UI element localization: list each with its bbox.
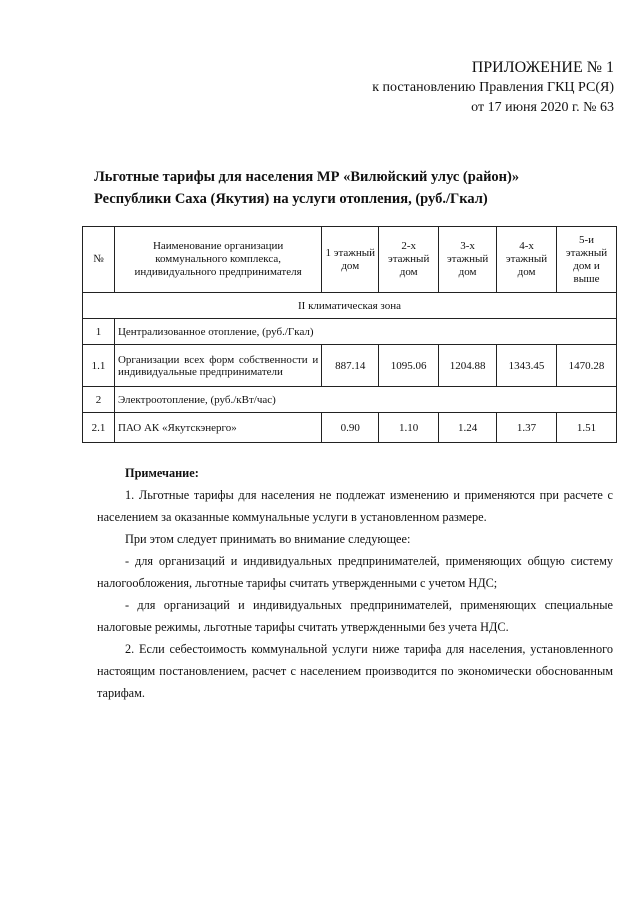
value-1-floor: 0.90 xyxy=(322,413,379,443)
appendix-line-1: к постановлению Правления ГКЦ РС(Я) xyxy=(372,80,614,95)
value-4-floor: 1343.45 xyxy=(497,345,557,387)
zone-row xyxy=(83,293,617,319)
climate-zone: II климатическая зона xyxy=(83,293,617,319)
section-row xyxy=(83,387,617,413)
appendix-header xyxy=(274,58,614,118)
value-1-floor: 887.14 xyxy=(322,345,379,387)
note-paragraph-4: - для организаций и индивидуальных предпринимателей, применяющих специальные налоговые режимы, льготные тарифы считать утвержденными без учета НДС. xyxy=(97,598,613,634)
note-paragraph-2: При этом следует принимать во внимание следующее: xyxy=(125,532,411,546)
value-5-floor: 1.51 xyxy=(557,413,617,443)
row-organization: ПАО АК «Якутскэнерго» xyxy=(114,413,321,443)
table-header-row xyxy=(83,227,617,293)
tariff-table xyxy=(82,226,617,443)
note-paragraph-3: - для организаций и индивидуальных предпринимателей, применяющих общую систему налогообложения, льготные тарифы считать утвержденными с учетом НДС; xyxy=(97,554,613,590)
row-organization: Организации всех форм собственности и индивидуальные предприниматели xyxy=(114,345,321,387)
document-title xyxy=(94,166,614,210)
row-no: 1.1 xyxy=(83,345,115,387)
value-3-floor: 1.24 xyxy=(439,413,497,443)
note-paragraph-5: 2. Если себестоимость коммунальной услуги ниже тарифа для населения, установленного настоящим постановлением, расчет с населением производится по экономически обоснованным тарифам. xyxy=(97,642,613,700)
notes-title: Примечание: xyxy=(125,466,199,480)
row-no: 2.1 xyxy=(83,413,115,443)
header-3-floor: 3-х этажный дом xyxy=(439,227,497,293)
notes-section xyxy=(97,462,613,704)
title-line-2: Республики Саха (Якутия) на услуги отопления, (руб./Гкал) xyxy=(94,191,488,207)
value-3-floor: 1204.88 xyxy=(439,345,497,387)
value-4-floor: 1.37 xyxy=(497,413,557,443)
header-2-floor: 2-х этажный дом xyxy=(379,227,439,293)
section-row xyxy=(83,319,617,345)
header-5-floor: 5-и этажный дом и выше xyxy=(557,227,617,293)
header-no: № xyxy=(83,227,115,293)
appendix-line-2: от 17 июня 2020 г. № 63 xyxy=(471,100,614,115)
section-label: Электроотопление, (руб./кВт/час) xyxy=(114,387,616,413)
appendix-title: ПРИЛОЖЕНИЕ № 1 xyxy=(471,59,614,76)
header-4-floor: 4-х этажный дом xyxy=(497,227,557,293)
section-no: 1 xyxy=(83,319,115,345)
value-2-floor: 1.10 xyxy=(379,413,439,443)
header-1-floor: 1 этажный дом xyxy=(322,227,379,293)
header-name: Наименование организации коммунального комплекса, индивидуального предпринимателя xyxy=(114,227,321,293)
note-paragraph-1: 1. Льготные тарифы для населения не подлежат изменению и применяются при расчете с населением за оказанные коммунальные услуги в установленном размере. xyxy=(97,488,613,524)
table-row xyxy=(83,345,617,387)
title-line-1: Льготные тарифы для населения МР «Вилюйский улус (район)» xyxy=(94,169,520,185)
table-row xyxy=(83,413,617,443)
value-2-floor: 1095.06 xyxy=(379,345,439,387)
section-label: Централизованное отопление, (руб./Гкал) xyxy=(114,319,616,345)
value-5-floor: 1470.28 xyxy=(557,345,617,387)
section-no: 2 xyxy=(83,387,115,413)
